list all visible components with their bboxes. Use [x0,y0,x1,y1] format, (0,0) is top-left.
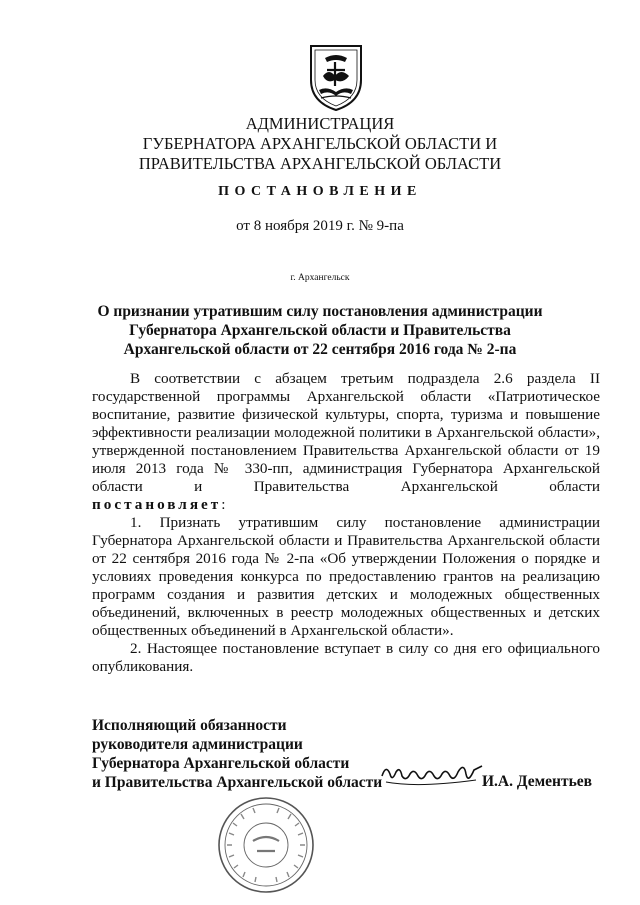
signatory-line-1: Исполняющий обязанности [92,717,287,734]
signatory-line-2: руководителя администрации [92,736,303,753]
issuing-authority [0,114,640,174]
date-and-number: от 8 ноября 2019 г. № 9-па [236,218,404,234]
document-type: ПОСТАНОВЛЕНИЕ [218,184,422,199]
coat-of-arms-icon [305,40,367,114]
title-line-2: Губернатора Архангельской области и Правительства [129,322,511,339]
item-1-paragraph: 1. Признать утратившим силу постановление администрации Губернатора Архангельской области и Правительства Архангельской области от 22 сентября 2016 года № 2-па «Об утверждении Положения о порядке и условиях проведения конкурса по предоставлению грантов на реализацию программ создания и развития детских и молодежных общественных объединений, включенных в реестр молодежных общественных и детских общественных объединений в Архангельской области». [92,514,600,639]
decree-colon: : [221,496,226,513]
authority-line-3: ПРАВИТЕЛЬСТВА АРХАНГЕЛЬСКОЙ ОБЛАСТИ [138,154,502,173]
signatory-position [92,716,382,792]
place-of-issue: г. Архангельск [290,273,350,283]
document-title [0,302,640,359]
signatory-name: И.А. Дементьев [482,773,593,790]
handwritten-signature [378,758,488,792]
document-body [92,370,600,676]
authority-line-1: АДМИНИСТРАЦИЯ [245,114,395,133]
title-line-1: О признании утратившим силу постановления администрации [97,303,543,320]
item-2-paragraph: 2. Настоящее постановление вступает в силу со дня его официального опубликования. [92,640,600,675]
protocol-department-stamp [207,795,325,895]
title-line-3: Архангельской области от 22 сентября 2016 года № 2-па [123,341,517,358]
signatory-line-3: Губернатора Архангельской области [92,755,350,772]
preamble-paragraph: В соответствии с абзацем третьим подраздела 2.6 раздела II государственной программы Архангельской области «Патриотическое воспитание, развитие физической культуры, спорта, туризма и повышение эффективности реализации молодежной политики в Архангельской области», утвержденной постановлением Правительства Архангельской области от 19 июля 2013 года № 330-пп, администрация Губернатора Архангельской области и Правительства Архангельской области [92,370,600,495]
authority-line-2: ГУБЕРНАТОРА АРХАНГЕЛЬСКОЙ ОБЛАСТИ И [142,134,498,153]
decree-word: постановляет [92,496,222,513]
signatory-line-4: и Правительства Архангельской области [92,774,383,791]
decree-line [92,496,600,514]
